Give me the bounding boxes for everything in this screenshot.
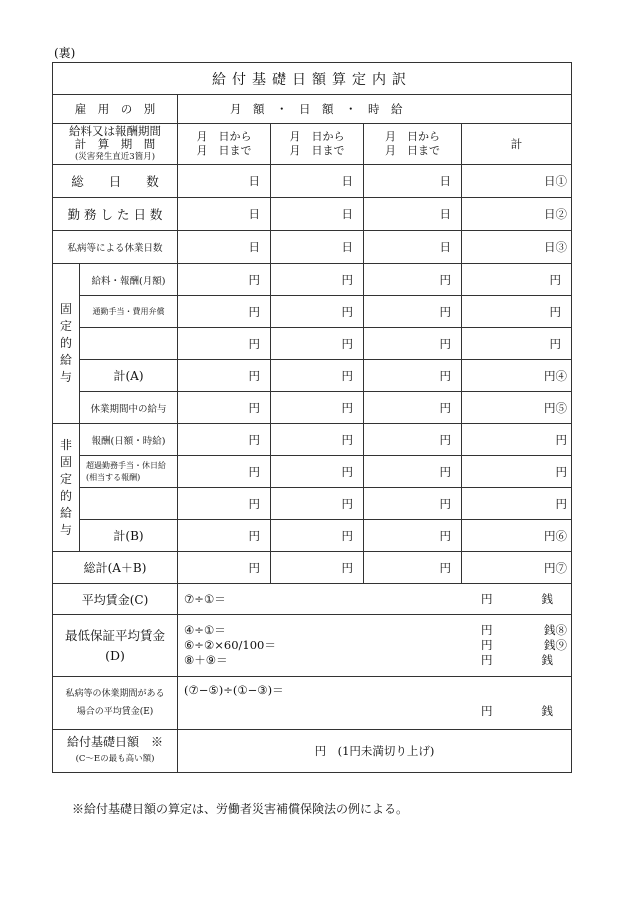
- commute-sum[interactable]: 円: [462, 296, 572, 328]
- variable-subtotal-2[interactable]: 円: [271, 520, 364, 552]
- fixed-blank-sum[interactable]: 円: [462, 328, 572, 360]
- variable-blank-3[interactable]: 円: [364, 488, 462, 520]
- total-days-1[interactable]: 日: [178, 165, 271, 198]
- leave-pay-2[interactable]: 円: [271, 392, 364, 424]
- reward-sum[interactable]: 円: [462, 424, 572, 456]
- employment-type-options[interactable]: 月 額 ・ 日 額 ・ 時 給: [178, 95, 572, 124]
- variable-blank-label[interactable]: [80, 488, 178, 520]
- commute-3[interactable]: 円: [364, 296, 462, 328]
- commute-2[interactable]: 円: [271, 296, 364, 328]
- min-wage-field[interactable]: ④÷①＝ ⑥÷②×60/100＝ ⑧＋⑨＝ 円 銭⑧ 円 銭⑨ 円 銭: [178, 615, 572, 677]
- fixed-blank-1[interactable]: 円: [178, 328, 271, 360]
- grand-total-3[interactable]: 円: [364, 552, 462, 584]
- fixed-subtotal-2[interactable]: 円: [271, 360, 364, 392]
- fixed-salary-1[interactable]: 円: [178, 264, 271, 296]
- fixed-blank-3[interactable]: 円: [364, 328, 462, 360]
- period-2[interactable]: 月 日から 月 日まで: [271, 124, 364, 165]
- grand-total-sum[interactable]: 円⑦: [462, 552, 572, 584]
- period-1[interactable]: 月 日から 月 日まで: [178, 124, 271, 165]
- variable-blank-2[interactable]: 円: [271, 488, 364, 520]
- variable-subtotal-label: 計(B): [80, 520, 178, 552]
- leave-pay-sum[interactable]: 円⑤: [462, 392, 572, 424]
- total-days-3[interactable]: 日: [364, 165, 462, 198]
- overtime-1[interactable]: 円: [178, 456, 271, 488]
- total-days-sum[interactable]: 日①: [462, 165, 572, 198]
- leave-pay-label: 休業期間中の給与: [80, 392, 178, 424]
- fixed-subtotal-3[interactable]: 円: [364, 360, 462, 392]
- period-3[interactable]: 月 日から 月 日まで: [364, 124, 462, 165]
- variable-blank-1[interactable]: 円: [178, 488, 271, 520]
- average-wage-label: 平均賃金(C): [53, 584, 178, 615]
- fixed-blank-label[interactable]: [80, 328, 178, 360]
- sick-days-sum[interactable]: 日③: [462, 231, 572, 264]
- variable-pay-group-label: 非 固 定 的 給 与: [53, 424, 80, 552]
- worked-days-sum[interactable]: 日②: [462, 198, 572, 231]
- sick-days-1[interactable]: 日: [178, 231, 271, 264]
- fixed-pay-group-label: 固 定 的 給 与: [53, 264, 80, 424]
- overtime-3[interactable]: 円: [364, 456, 462, 488]
- sick-days-2[interactable]: 日: [271, 231, 364, 264]
- period-total-label: 計: [462, 124, 572, 165]
- worked-days-3[interactable]: 日: [364, 198, 462, 231]
- total-days-label: 総 日 数: [53, 165, 178, 198]
- fixed-salary-sum[interactable]: 円: [462, 264, 572, 296]
- reward-label: 報酬(日額・時給): [80, 424, 178, 456]
- commute-1[interactable]: 円: [178, 296, 271, 328]
- commute-allowance-label: 通勤手当・費用弁償: [80, 296, 178, 328]
- leave-pay-1[interactable]: 円: [178, 392, 271, 424]
- sick-average-label: 私病等の休業期間がある 場合の平均賃金(E): [53, 677, 178, 730]
- sick-average-field[interactable]: (⑦−⑤)÷(①−③)＝ 円 銭: [178, 677, 572, 730]
- back-side-label: (裏): [54, 46, 76, 60]
- grand-total-label: 総計(A＋B): [53, 552, 178, 584]
- grand-total-2[interactable]: 円: [271, 552, 364, 584]
- fixed-salary-3[interactable]: 円: [364, 264, 462, 296]
- reward-1[interactable]: 円: [178, 424, 271, 456]
- fixed-salary-2[interactable]: 円: [271, 264, 364, 296]
- min-wage-label: 最低保証平均賃金 (D): [53, 615, 178, 677]
- employment-type-label: 雇 用 の 別: [53, 95, 178, 124]
- period-label: 給料又は報酬期間 計 算 期 間 (災害発生直近3箇月): [53, 124, 178, 165]
- total-days-2[interactable]: 日: [271, 165, 364, 198]
- fixed-subtotal-1[interactable]: 円: [178, 360, 271, 392]
- overtime-label: 超過勤務手当・休日給(相当する報酬): [80, 456, 178, 488]
- footnote: ※給付基礎日額の算定は、労働者災害補償保険法の例による。: [72, 802, 409, 816]
- variable-subtotal-3[interactable]: 円: [364, 520, 462, 552]
- leave-pay-3[interactable]: 円: [364, 392, 462, 424]
- variable-blank-sum[interactable]: 円: [462, 488, 572, 520]
- worked-days-label: 勤 務 し た 日 数: [53, 198, 178, 231]
- reward-2[interactable]: 円: [271, 424, 364, 456]
- average-wage-field[interactable]: ⑦÷①＝ 円 銭: [178, 584, 572, 615]
- variable-subtotal-sum[interactable]: 円⑥: [462, 520, 572, 552]
- worked-days-2[interactable]: 日: [271, 198, 364, 231]
- grand-total-1[interactable]: 円: [178, 552, 271, 584]
- sick-days-3[interactable]: 日: [364, 231, 462, 264]
- reward-3[interactable]: 円: [364, 424, 462, 456]
- overtime-sum[interactable]: 円: [462, 456, 572, 488]
- worked-days-1[interactable]: 日: [178, 198, 271, 231]
- fixed-subtotal-label: 計(A): [80, 360, 178, 392]
- variable-subtotal-1[interactable]: 円: [178, 520, 271, 552]
- fixed-salary-label: 給料・報酬(月額): [80, 264, 178, 296]
- sick-days-label: 私病等による休業日数: [53, 231, 178, 264]
- fixed-blank-2[interactable]: 円: [271, 328, 364, 360]
- base-amount-field[interactable]: 円 (1円未満切り上げ): [178, 730, 572, 773]
- benefit-calculation-table: [52, 62, 572, 773]
- form-title: 給付基礎日額算定内訳: [53, 63, 572, 95]
- overtime-2[interactable]: 円: [271, 456, 364, 488]
- base-amount-label: 給付基礎日額 ※ (C～Eの最も高い額): [53, 730, 178, 773]
- fixed-subtotal-sum[interactable]: 円④: [462, 360, 572, 392]
